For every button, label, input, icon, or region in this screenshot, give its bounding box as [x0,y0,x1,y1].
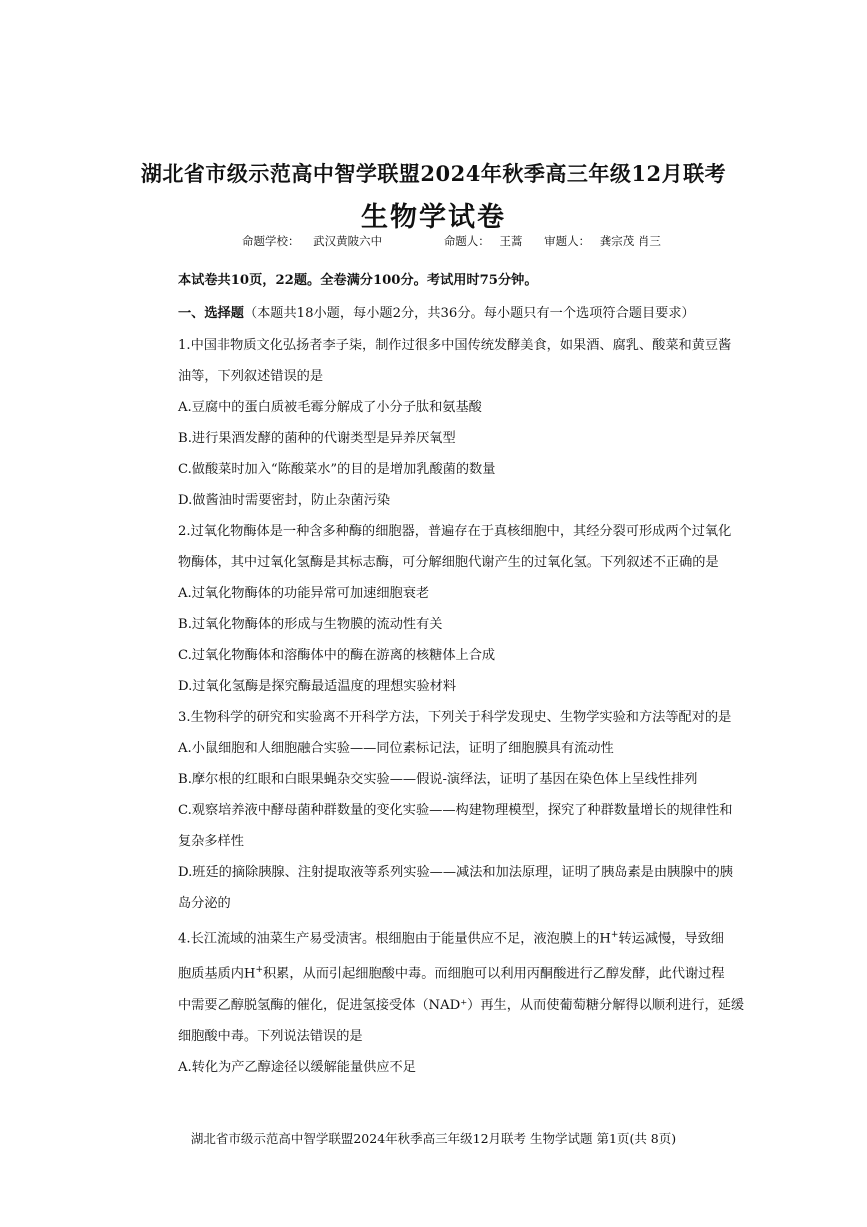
question-stem-line: 油等，下列叙述错误的是 [178,369,324,384]
superscript-plus: + [610,930,619,940]
exam-title: 湖北省市级示范高中智学联盟2024年秋季高三年级12月联考 [140,161,727,186]
option-c: C.做酸菜时加入“陈酸菜水”的目的是增加乳酸菌的数量 [178,462,496,477]
author-label: 命题人： [443,234,490,248]
exam-credits [242,233,661,249]
option-a: A.过氧化物酶体的功能异常可加速细胞衰老 [178,586,430,601]
option-d: D.班廷的摘除胰腺、注射提取液等系列实验——减法和加法原理，证明了胰岛素是由胰腺中的胰 [178,865,733,880]
option-c: C.观察培养液中酵母菌种群数量的变化实验——构建物理模型，探究了种群数量增长的规律性和 [178,803,733,818]
reviewer-label: 审题人： [544,234,591,248]
reviewer-name: 龚宗茂 肖三 [599,234,661,248]
exam-body [178,272,778,1077]
option-c-continued: 复杂多样性 [178,834,244,849]
option-a: A.小鼠细胞和人细胞融合实验——同位素标记法，证明了细胞膜具有流动性 [178,741,614,756]
section-header [178,305,778,323]
question-stem-line: 2.过氧化物酶体是一种含多种酶的细胞器，普遍存在于真核细胞中，其经分裂可形成两个过氧化 [178,524,732,539]
option-b: B.进行果酒发酵的菌种的代谢类型是异养厌氧型 [178,431,456,446]
question-stem-line: 细胞酸中毒。下列说法错误的是 [178,1028,363,1044]
superscript-plus: + [255,965,263,976]
option-d: D.做酱油时需要密封，防止杂菌污染 [178,493,391,508]
question-stem-line: 物酶体，其中过氧化氢酶是其标志酶，可分解细胞代谢产生的过氧化氢。下列叙述不正确的是 [178,555,719,570]
option-b: B.摩尔根的红眼和白眼果蝇杂交实验——假说-演绎法，证明了基因在染色体上呈线性排列 [178,772,698,787]
question-stem-line: 中需要乙醇脱氢酶的催化，促进氢接受体（NAD⁺）再生，从而使葡萄糖分解得以顺利进行，延缓 [178,997,745,1013]
stem-text: 4.长江流域的油菜生产易受渍害。根细胞由于能量供应不足，液泡膜上的H [178,931,611,947]
question-stem-line [178,926,778,948]
option-c: C.过氧化物酶体和溶酶体中的酶在游离的核糖体上合成 [178,648,496,663]
section-heading: 一、选择题 [178,306,244,321]
question-1 [178,337,778,510]
question-2 [178,523,778,696]
school-name: 武汉黄陂六中 [313,234,383,248]
stem-text: 胞质基质内H [178,966,256,982]
stem-text: 转运减慢，导致细 [618,931,724,947]
section-description: （本题共18小题，每小题2分，共36分。每小题只有一个选项符合题目要求） [243,306,695,321]
stem-text: 积累，从而引起细胞酸中毒。而细胞可以利用丙酮酸进行乙醇发酵，此代谢过程 [262,966,725,982]
option-a: A.豆腐中的蛋白质被毛霉分解成了小分子肽和氨基酸 [178,400,482,415]
option-d: D.过氧化氢酶是探究酶最适温度的理想实验材料 [178,679,457,694]
question-4 [178,926,778,1077]
question-stem-line [178,961,778,983]
page-footer: 湖北省市级示范高中智学联盟2024年秋季高三年级12月联考 生物学试题 第1页(共 8页) [190,1131,677,1146]
question-stem-line: 3.生物科学的研究和实验离不开科学方法，下列关于科学发现史、生物学实验和方法等配对的是 [178,710,732,725]
question-3 [178,709,778,913]
question-stem-line: 1.中国非物质文化弘扬者李子柒，制作过很多中国传统发酵美食，如果酒、腐乳、酸菜和黄豆酱 [178,338,732,353]
option-b: B.过氧化物酶体的形成与生物膜的流动性有关 [178,617,443,632]
author-name: 王蒿 [499,234,523,248]
exam-intro: 本试卷共10页，22题。全卷满分100分。考试用时75分钟。 [178,273,538,288]
option-d-continued: 岛分泌的 [178,896,231,911]
exam-subject-title: 生物学试卷 [361,202,506,233]
option-a: A.转化为产乙醇途径以缓解能量供应不足 [178,1059,416,1075]
school-label: 命题学校： [242,234,300,248]
